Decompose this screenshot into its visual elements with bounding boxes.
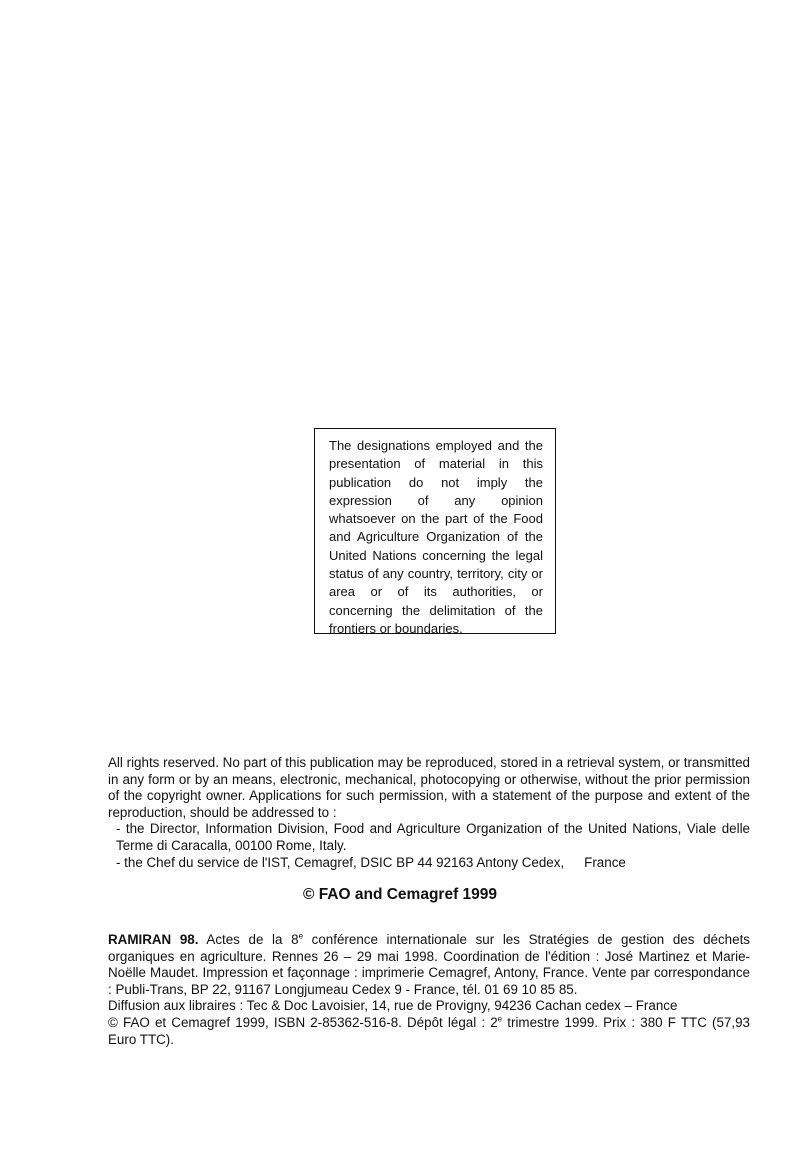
biblio-title: RAMIRAN 98. xyxy=(108,932,199,947)
biblio-line3-b: trimestre 1999. Prix : 380 F TTC (57,93 Euro TTC). xyxy=(108,1014,750,1047)
biblio-line1-b: conférence internationale sur les Stratégies de gestion des déchets organiques en agriculture. Rennes 26 – 29 mai 1998. Coordination de l'édition : José Martinez et Marie-Noëlle Maudet. Impression et façonnage : imprimerie Cemagref, Antony, France. Vente par correspondance : Publi-Trans, BP 22, 91167 Longjumeau Cedex 9 - France, tél. 01 69 10 85 85. xyxy=(108,932,750,997)
copyright-line: © FAO and Cemagref 1999 xyxy=(302,886,498,903)
disclaimer-text: The designations employed and the presentation of material in this publication do not imply the expression of any opinion whatsoever on the part of the Food and Agriculture Organization of the United Nations concerning the legal status of any country, territory, city or area or of its authorities, or concerning the delimitation of the frontiers or boundaries. xyxy=(329,438,543,636)
biblio-distribution: Diffusion aux libraires : Tec & Doc Lavoisier, 14, rue de Provigny, 94236 Cachan cedex – France xyxy=(108,998,678,1014)
biblio-line1-a: Actes de la 8 xyxy=(206,932,299,947)
biblio-line3-a: © FAO et Cemagref 1999, ISBN 2-85362-516-8. Dépôt légal : 2 xyxy=(108,1014,498,1030)
biblio-paragraph xyxy=(108,932,750,998)
biblio-line1-sup: e xyxy=(298,931,304,941)
address-cemagref: - the Chef du service de l'IST, Cemagref, DSIC BP 44 92163 Antony Cedex, xyxy=(116,854,565,870)
address-fao: - the Director, Information Division, Food and Agriculture Organization of the United Nations, Viale delle Terme di Caracalla, 00100 Rome, Italy. xyxy=(116,821,750,853)
address-cemagref-row xyxy=(108,855,750,872)
bibliographic-notice xyxy=(108,932,750,1048)
disclaimer-box xyxy=(314,428,556,634)
biblio-line3-sup: e xyxy=(497,1014,503,1024)
address-cemagref-country: France xyxy=(584,854,626,870)
rights-paragraph: All rights reserved. No part of this publication may be reproduced, stored in a retrieval system, or transmitted in any form or by an means, electronic, mechanical, photocopying or otherwise, without the prior permission of the copyright owner. Applications for such permission, with a statement of the purpose and extent of the reproduction, should be addressed to : xyxy=(108,755,750,820)
rights-section xyxy=(108,755,750,871)
biblio-legal xyxy=(108,1015,750,1048)
